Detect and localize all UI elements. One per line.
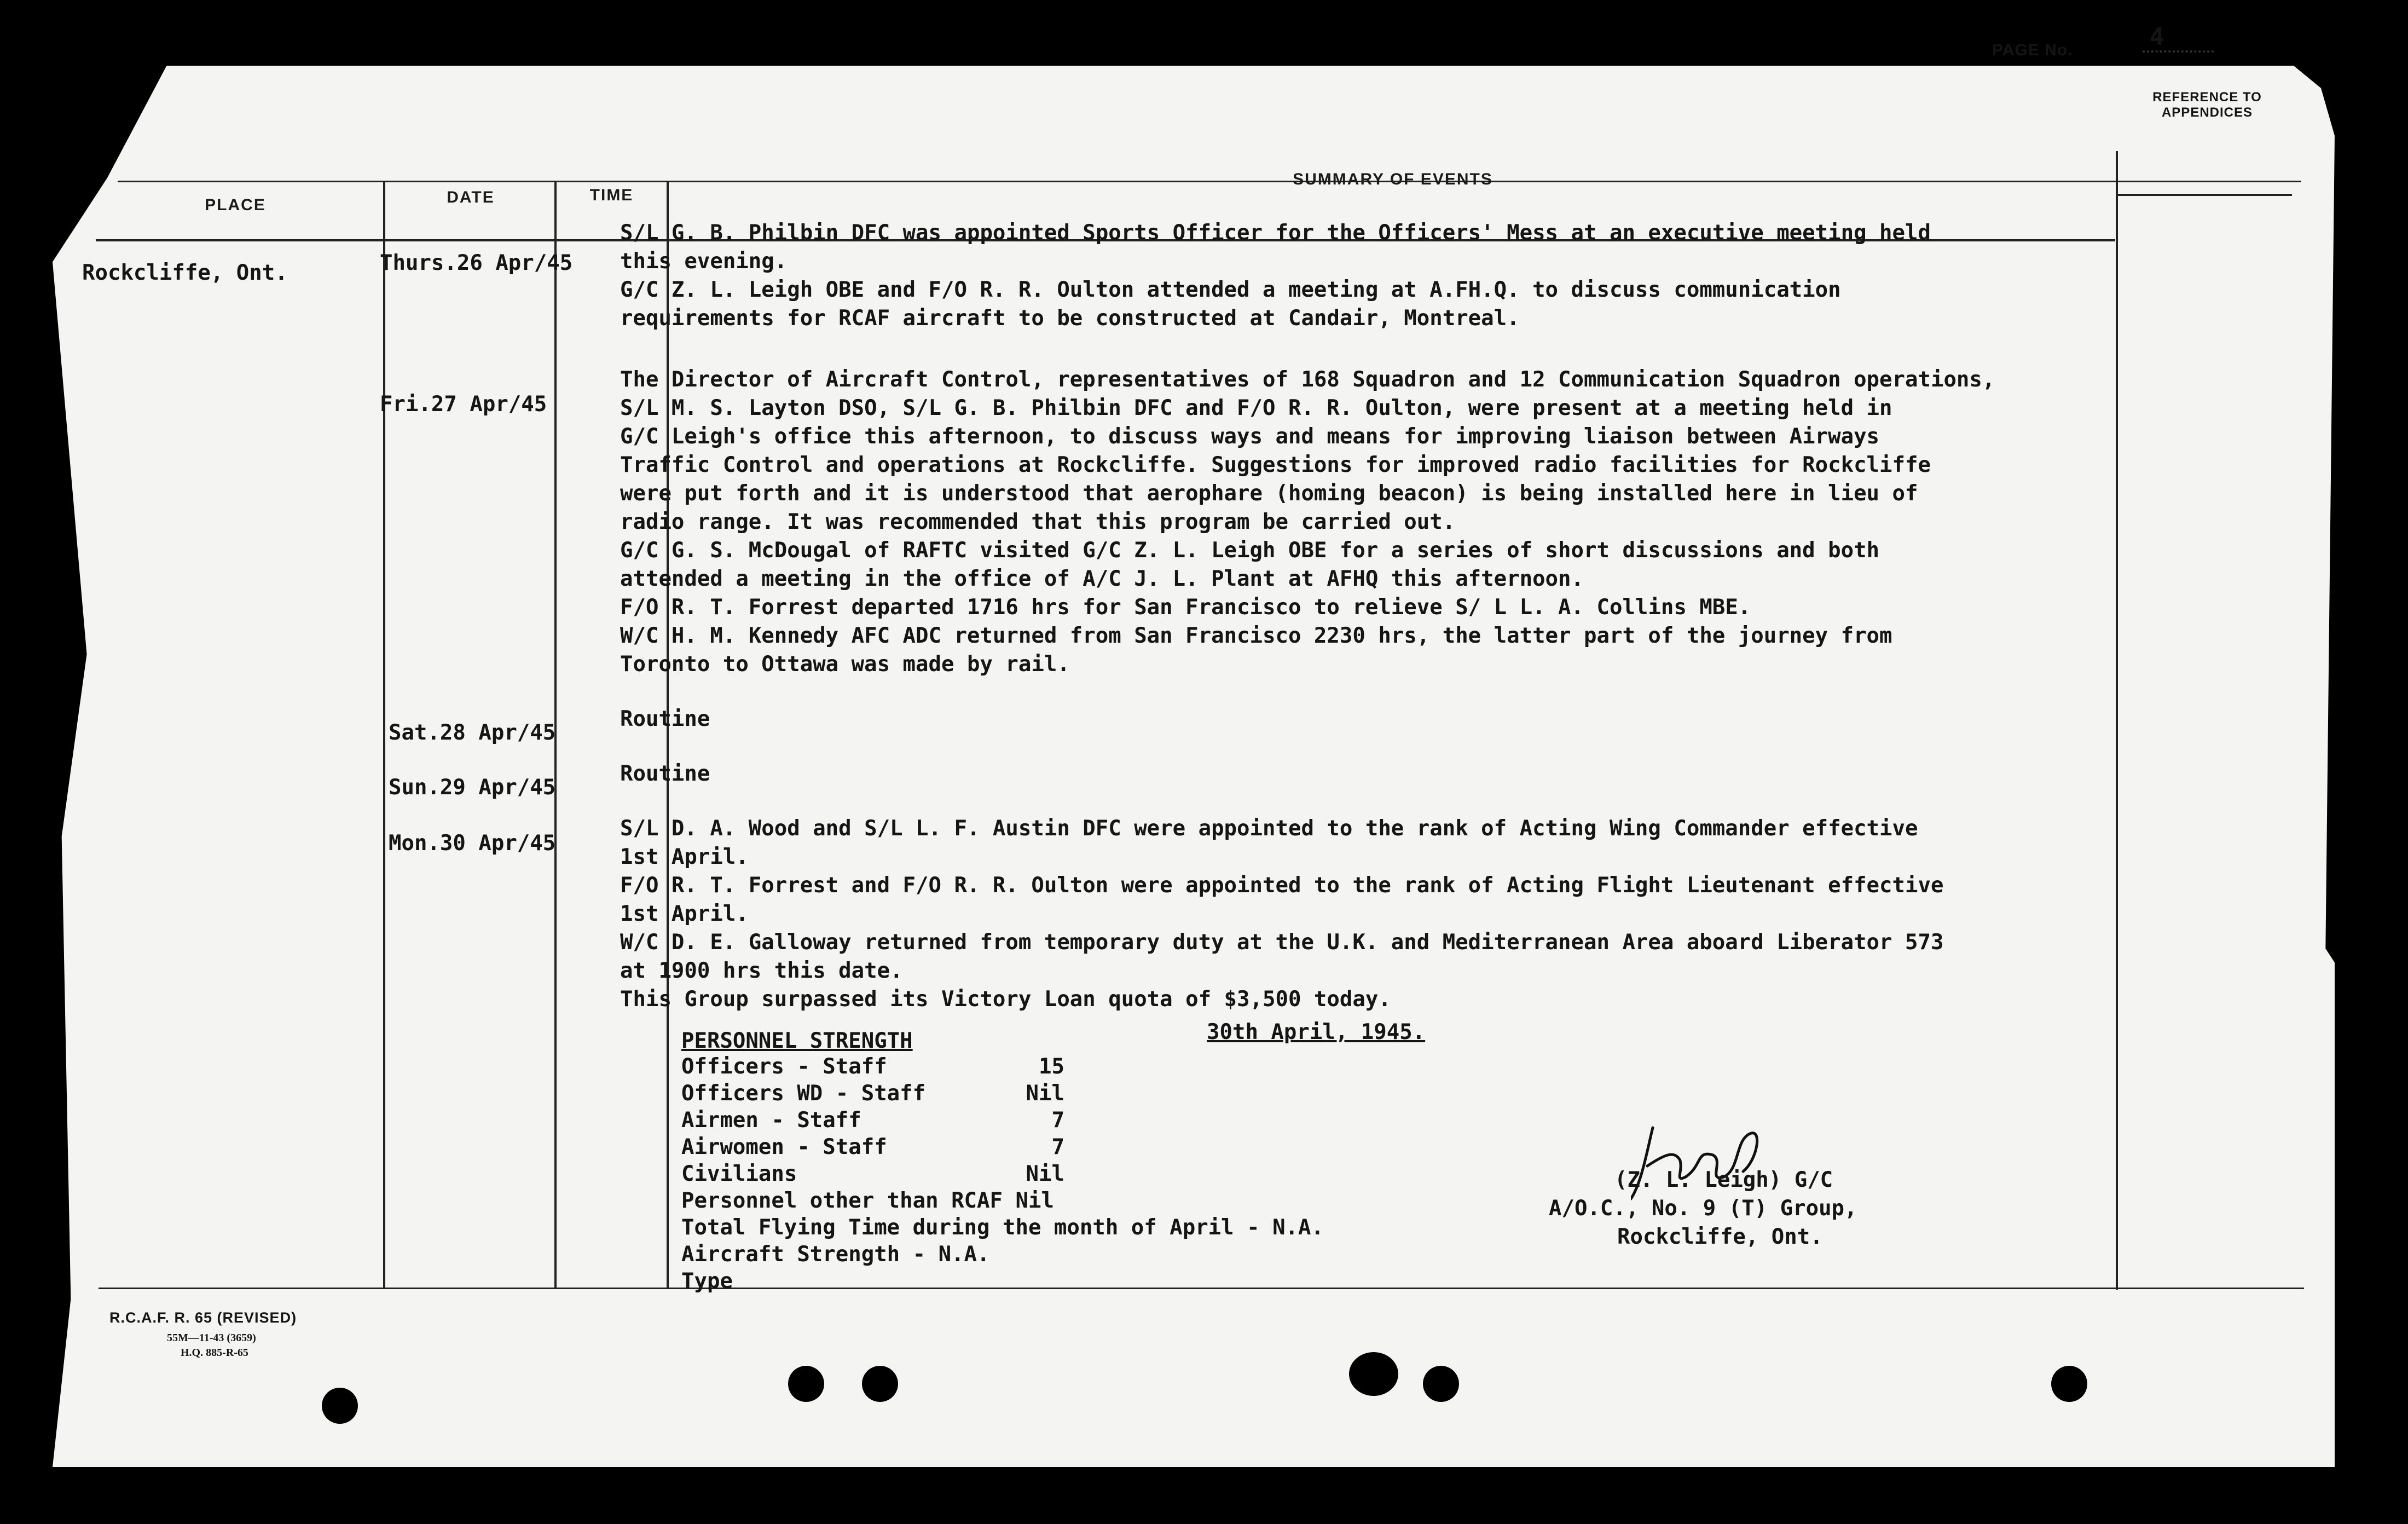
event-line: S/L M. S. Layton DSO, S/L G. B. Philbin DFC and F/O R. R. Oulton, were present at a meeting held in (620, 396, 1892, 420)
event-line: F/O R. T. Forrest and F/O R. R. Oulton were appointed to the rank of Acting Flight Lieutenant effective (620, 873, 1944, 898)
date-sun-29: Sun.29 Apr/45 (389, 775, 556, 800)
strength-row: Airmen - Staff 7 (681, 1108, 1064, 1133)
header-summary: SUMMARY OF EVENTS (1293, 170, 1493, 188)
binder-hole (322, 1388, 358, 1424)
entry-27-apr (620, 366, 2131, 679)
entry-29-apr (620, 760, 2131, 788)
date-mon-30: Mon.30 Apr/45 (389, 831, 556, 856)
event-line: G/C G. S. McDougal of RAFTC visited G/C Z. L. Leigh OBE for a series of short discussions and both (620, 538, 1880, 563)
binder-hole (862, 1366, 898, 1402)
form-print-number: 55M—11-43 (3659) (167, 1332, 256, 1344)
event-line: G/C Z. L. Leigh OBE and F/O R. R. Oulton attended a meeting at A.FH.Q. to discuss communication (620, 278, 1841, 302)
event-line: at 1900 hrs this date. (620, 959, 903, 983)
strength-row: Civilians Nil (681, 1162, 1064, 1186)
strength-other: Personnel other than RCAF Nil (681, 1188, 1054, 1213)
ref-header-rule (2117, 194, 2292, 196)
personnel-strength-table (681, 1053, 1324, 1295)
entry-26-apr (620, 219, 2131, 333)
date-thurs-26: Thurs.26 Apr/45 (380, 251, 573, 275)
event-line: This Group surpassed its Victory Loan quota of $3,500 today. (620, 987, 1391, 1012)
place-date-divider (383, 181, 385, 1289)
event-line: F/O R. T. Forrest departed 1716 hrs for San Francisco to relieve S/ L L. A. Collins MBE. (620, 595, 1751, 620)
place-cell: Rockcliffe, Ont. (82, 261, 288, 285)
header-reference-to-appendices (2117, 90, 2297, 120)
signatory-title: A/O.C., No. 9 (T) Group, (1549, 1196, 1857, 1221)
binder-hole (1423, 1366, 1459, 1402)
strength-other: Total Flying Time during the month of April - N.A. (681, 1215, 1324, 1240)
signatory-location: Rockcliffe, Ont. (1617, 1225, 1823, 1249)
event-line: Traffic Control and operations at Rockcliffe. Suggestions for improved radio facilities for Rockcliffe (620, 453, 1931, 477)
header-date: DATE (447, 188, 495, 206)
header-reference-line1: REFERENCE TO (2152, 90, 2262, 105)
event-line: Routine (620, 707, 710, 731)
signature-block (1549, 1166, 1857, 1251)
personnel-strength-heading: PERSONNEL STRENGTH (681, 1029, 913, 1053)
strength-row: Officers WD - Staff Nil (681, 1081, 1064, 1106)
strength-other: Aircraft Strength - N.A. (681, 1242, 990, 1267)
form-hq-reference: H.Q. 885-R-65 (181, 1347, 248, 1359)
binder-hole (1349, 1352, 1398, 1396)
form-identifier: R.C.A.F. R. 65 (REVISED) (109, 1309, 297, 1326)
event-line: The Director of Aircraft Control, representatives of 168 Squadron and 12 Communication Squadron operations, (620, 367, 1995, 392)
entry-30-apr (620, 815, 2131, 1014)
date-sat-28: Sat.28 Apr/45 (389, 720, 556, 745)
strength-row: Airwomen - Staff 7 (681, 1135, 1064, 1159)
event-line: W/C H. M. Kennedy AFC ADC returned from San Francisco 2230 hrs, the latter part of the journey from (620, 624, 1892, 648)
event-line: G/C Leigh's office this afternoon, to discuss ways and means for improving liaison between Airways (620, 424, 1880, 449)
event-line: 1st April. (620, 902, 749, 926)
strength-date: 30th April, 1945. (1207, 1020, 1426, 1044)
summary-of-events (620, 153, 2131, 1014)
event-line: 1st April. (620, 845, 749, 869)
event-line: S/L D. A. Wood and S/L L. F. Austin DFC were appointed to the rank of Acting Wing Commander effective (620, 816, 1918, 841)
page-number: 4 (2150, 23, 2164, 51)
event-line: Toronto to Ottawa was made by rail. (620, 652, 1070, 677)
event-line: requirements for RCAF aircraft to be constructed at Candair, Montreal. (620, 306, 1520, 331)
header-reference-line2: APPENDICES (2161, 105, 2253, 120)
binder-hole (2051, 1366, 2087, 1402)
page-number-label: PAGE No. (1992, 41, 2073, 59)
entry-28-apr (620, 705, 2131, 734)
event-line: radio range. It was recommended that this program be carried out. (620, 510, 1456, 534)
event-line: W/C D. E. Galloway returned from temporary duty at the U.K. and Mediterranean Area aboard Liberator 573 (620, 930, 1944, 955)
binder-hole (788, 1366, 824, 1402)
strength-row: Officers - Staff 15 (681, 1054, 1064, 1079)
event-line: S/L G. B. Philbin DFC was appointed Sports Officer for the Officers' Mess at an executive meeting held (620, 221, 1931, 245)
event-line: this evening. (620, 249, 788, 274)
signatory-name: (Z. L. Leigh) G/C (1614, 1168, 1833, 1192)
header-time: TIME (589, 186, 634, 204)
strength-other: Type (681, 1269, 733, 1294)
event-line: were put forth and it is understood that aerophare (homing beacon) is being installed here in lieu of (620, 481, 1918, 506)
page-number-dots (2143, 50, 2214, 53)
event-line: Routine (620, 761, 710, 786)
header-place: PLACE (205, 196, 266, 214)
event-line: attended a meeting in the office of A/C J. L. Plant at AFHQ this afternoon. (620, 567, 1584, 591)
date-fri-27: Fri.27 Apr/45 (380, 392, 547, 417)
